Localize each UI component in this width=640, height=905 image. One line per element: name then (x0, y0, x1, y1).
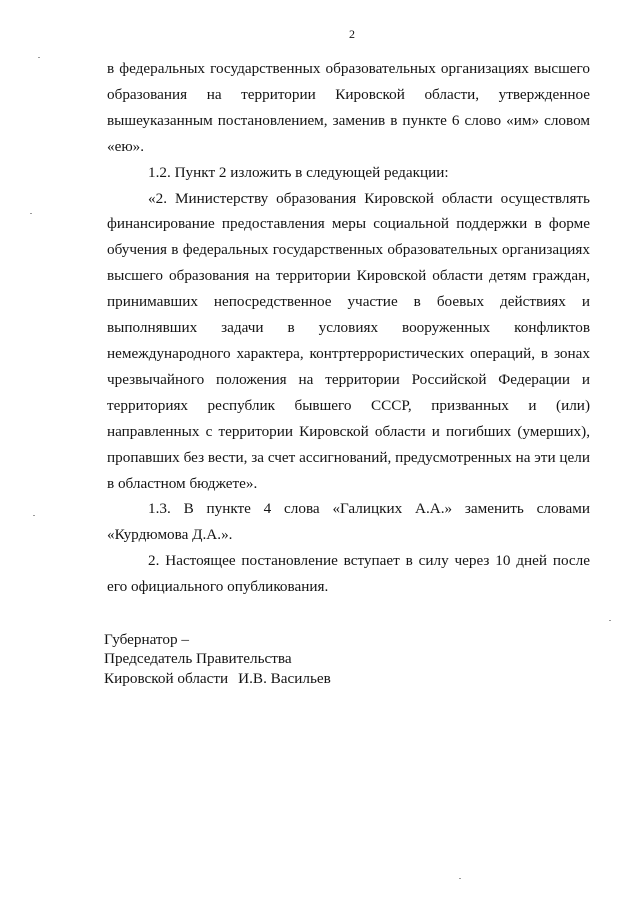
signature-title-line-3 (104, 669, 331, 688)
scan-speck (459, 878, 461, 879)
paragraph-1-3: 1.3. В пункте 4 слова «Галицких А.А.» заменить словами «Курдюмова Д.А.». (107, 500, 590, 544)
signature-block (104, 630, 331, 688)
scan-speck (38, 57, 40, 58)
paragraph-2-effective-date: 2. Настоящее постановление вступает в силу через 10 дней после его официального опубликования. (107, 552, 590, 596)
document-body (107, 56, 590, 600)
page-number: 2 (349, 27, 355, 41)
scan-speck (33, 515, 35, 516)
signatory-name: И.В. Васильев (238, 669, 331, 687)
scan-speck (30, 213, 32, 214)
paragraph-quoted-item-2: «2. Министерству образования Кировской области осуществлять финансирование предоставления меры социальной поддержки в форме обучения в федеральных государственных образовательных организациях высшего образования на территории Кировской области детям граждан, принимавших непосредственное участие в боевых действиях и выполнявших задачи в условиях вооруженных конфликтов немеждународного характера, контртеррористических операций, в зонах чрезвычайного положения на территории Российской Федерации и территориях республик бывшего СССР, призванных и (или) направленных с территории Кировской области и погибших (умерших), пропавших без вести, за счет ассигнований, предусмотренных на эти цели в областном бюджете». (107, 189, 590, 492)
paragraph-continuation: в федеральных государственных образовательных организациях высшего образования на территории Кировской области, утвержденное вышеуказанным постановлением, заменив в пункте 6 слово «им» словом «ею». (107, 60, 590, 155)
paragraph-1-2: 1.2. Пункт 2 изложить в следующей редакции: (148, 163, 449, 181)
signature-title-line-1: Губернатор – (104, 631, 189, 648)
signature-region: Кировской области (104, 669, 229, 687)
signature-title-line-2: Председатель Правительства (104, 650, 292, 668)
scan-speck (609, 620, 611, 621)
